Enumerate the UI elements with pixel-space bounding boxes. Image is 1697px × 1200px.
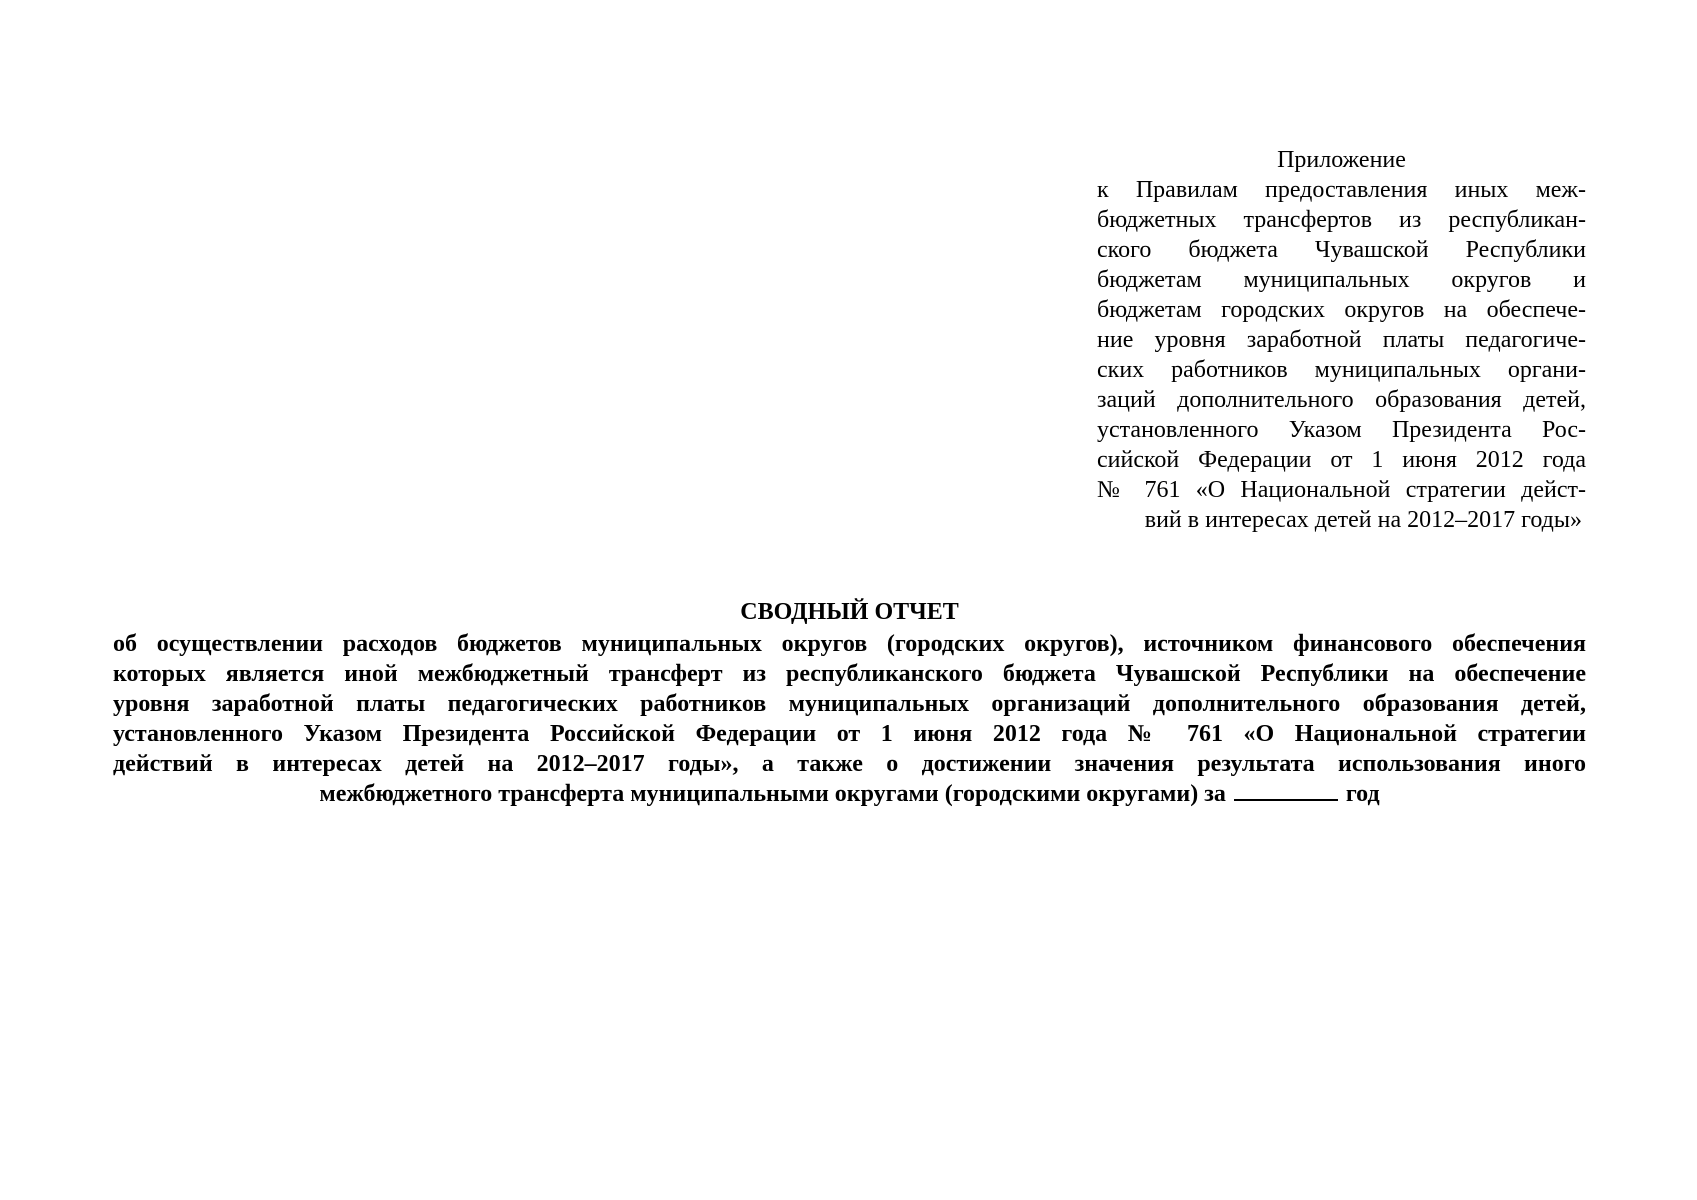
appendix-line: ского бюджета Чувашской Республики [1097, 237, 1586, 263]
appendix-line: № 761 «О Национальной стратегии дейст- [1097, 477, 1586, 503]
year-blank-field [1234, 779, 1338, 801]
report-subtitle-line: действий в интересах детей на 2012–2017 годы», а также о достижении значения результата использования иного [113, 751, 1586, 777]
appendix-line: ние уровня заработной платы педагогиче- [1097, 327, 1586, 353]
appendix-line: установленного Указом Президента Рос- [1097, 417, 1586, 443]
appendix-line: бюджетных трансфертов из республикан- [1097, 207, 1586, 233]
appendix-line: бюджетам городских округов на обеспече- [1097, 297, 1586, 323]
report-subtitle-last-line [113, 779, 1586, 809]
appendix-line: бюджетам муниципальных округов и [1097, 267, 1586, 293]
report-year-word: год [1345, 781, 1380, 807]
appendix-title: Приложение [1277, 147, 1406, 173]
report-subtitle-line: об осуществлении расходов бюджетов муниципальных округов (городских округов), источником финансового обеспечения [113, 631, 1586, 657]
report-heading-block [113, 597, 1586, 809]
report-subtitle-line: установленного Указом Президента Российской Федерации от 1 июня 2012 года № 761 «О Национальной стратегии [113, 721, 1586, 747]
appendix-line: к Правилам предоставления иных меж- [1097, 177, 1586, 203]
appendix-line: вий в интересах детей на 2012–2017 годы» [1144, 507, 1582, 533]
report-last-line-text: межбюджетного трансферта муниципальными округами (городскими округами) за [319, 781, 1226, 807]
report-subtitle-line: которых является иной межбюджетный трансферт из республиканского бюджета Чувашской Республики на обеспечение [113, 661, 1586, 687]
report-subtitle-line: уровня заработной платы педагогических работников муниципальных организаций дополнительного образования детей, [113, 691, 1586, 717]
report-title: СВОДНЫЙ ОТЧЕТ [740, 599, 959, 625]
appendix-line: заций дополнительного образования детей, [1097, 387, 1586, 413]
appendix-line: сийской Федерации от 1 июня 2012 года [1097, 447, 1586, 473]
appendix-line: ских работников муниципальных органи- [1097, 357, 1586, 383]
appendix-block [1097, 145, 1586, 535]
